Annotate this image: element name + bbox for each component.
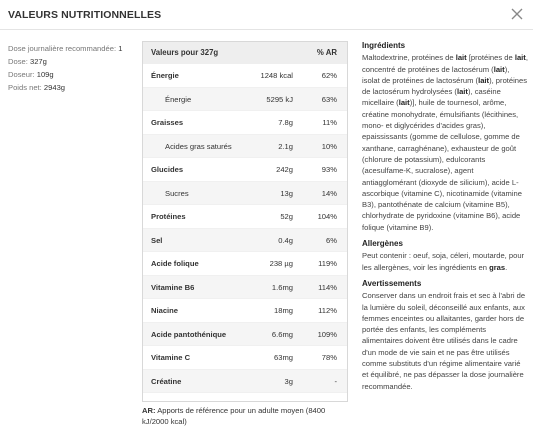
table-row	[143, 205, 347, 229]
table-row	[143, 182, 347, 206]
allergens-section	[362, 238, 528, 273]
nutrient-pct: 93%	[321, 165, 337, 174]
allergen-highlight: lait	[514, 53, 526, 63]
table-row	[143, 158, 347, 182]
text-segment: ), protéines de lactosérum hydrolysées (	[362, 75, 528, 97]
ingredients-section	[362, 40, 528, 233]
nutrient-value: 18mg	[274, 306, 293, 315]
nutrient-value: 63mg	[274, 353, 293, 362]
footnote	[142, 406, 352, 427]
nutrient-value: 2.1g	[278, 141, 293, 151]
product-details	[362, 40, 528, 397]
table-row	[143, 252, 347, 276]
nutrient-name: Vitamine B6	[151, 282, 195, 292]
table-row	[143, 229, 347, 253]
table-row	[143, 299, 347, 323]
nutrient-name: Acide pantothénique	[151, 329, 227, 339]
nutrient-name: Sucres	[165, 188, 189, 198]
daily-dose-label: Dose journalière recommandée:	[8, 44, 117, 53]
table-body	[143, 64, 347, 393]
nutrient-value: 52g	[280, 212, 293, 221]
nutrient-pct: 62%	[321, 71, 337, 80]
nutrient-name: Énergie	[165, 94, 192, 104]
nutrient-name: Acide folique	[151, 259, 199, 268]
allergens-text	[362, 250, 528, 273]
nutrient-pct: 109%	[317, 329, 337, 339]
nutrient-name: Glucides	[151, 165, 184, 174]
nutrient-value: 1248 kcal	[260, 71, 293, 80]
nutrient-value: 3g	[284, 376, 293, 386]
nutrient-value: 242g	[276, 165, 293, 174]
dose-row	[8, 55, 136, 68]
nutrient-pct: 104%	[317, 212, 337, 221]
allergen-highlight: lait	[493, 64, 505, 74]
allergen-highlight: lait	[398, 98, 410, 108]
nutrient-pct: 112%	[318, 306, 337, 315]
close-icon[interactable]	[510, 7, 524, 21]
nutrient-pct: 14%	[321, 188, 337, 198]
allergen-highlight: lait	[455, 53, 467, 63]
nutrient-name: Créatine	[151, 376, 182, 386]
nutrient-value: 6.6mg	[271, 329, 293, 339]
nutrient-value: 7.8g	[278, 118, 293, 127]
nutrient-name: Protéines	[151, 212, 186, 221]
warnings-text: Conserver dans un endroit frais et sec à l'abri de la lumière du soleil, déconseillé aux enfants, aux femmes enceintes ou allaitantes, garder hors de portée des enfants, les compléments alimentaires doivent être utilisés dans le cadre d'un mode de vie sain et ne pas être utilisés comme substituts d'un régime alimentaire varié et équilibré, ne pas dépasser la dose journalière recommandée.	[362, 291, 526, 391]
dose-value: 327g	[29, 57, 47, 66]
footnote-abbr: AR:	[142, 406, 156, 415]
nutrient-pct: 6%	[326, 235, 337, 245]
dose-info	[8, 42, 136, 94]
modal-title: VALEURS NUTRITIONNELLES	[8, 9, 162, 21]
nutrition-table	[142, 41, 348, 402]
header-pct: % AR	[316, 48, 337, 57]
scoop-value: 109g	[36, 70, 54, 79]
nutrient-name: Graisses	[151, 118, 184, 127]
modal-header	[0, 0, 533, 30]
nutrient-pct: 78%	[321, 353, 337, 362]
text-segment: Maltodextrine, protéines de	[362, 53, 456, 63]
footnote-text: Apports de référence pour un adulte moyen (8400 kJ/2000 kcal)	[142, 406, 326, 426]
nutrient-pct: 119%	[318, 259, 337, 268]
ingredients-title: Ingrédients	[362, 41, 406, 50]
nutrient-pct: -	[334, 376, 337, 386]
text-segment: .	[505, 262, 508, 272]
nutrient-pct: 63%	[321, 94, 337, 104]
nutrient-name: Énergie	[151, 71, 179, 80]
allergens-title: Allergènes	[362, 239, 403, 249]
table-row	[143, 370, 347, 394]
nutrient-value: 5295 kJ	[266, 94, 293, 104]
nutrient-pct: 10%	[321, 141, 337, 151]
table-row	[143, 111, 347, 135]
nutrient-value: 238 µg	[269, 259, 293, 268]
text-segment: ), isolat de protéines de lactosérum (	[362, 64, 510, 85]
nutrient-pct: 114%	[318, 282, 337, 292]
text-segment: ), caséine micellaire (	[362, 87, 501, 108]
net-weight-label: Poids net:	[8, 83, 42, 92]
text-segment: [protéines de	[466, 53, 515, 63]
close-button[interactable]	[510, 7, 524, 21]
warnings-title: Avertissements	[362, 278, 422, 288]
table-row	[143, 276, 347, 300]
scoop-row	[8, 68, 136, 81]
nutrient-name: Sel	[151, 235, 163, 245]
nutrient-value: 0.4g	[278, 235, 293, 245]
nutrient-name: Vitamine C	[151, 353, 191, 362]
table-header	[143, 42, 347, 64]
net-weight-row	[8, 81, 136, 94]
scoop-label: Doseur:	[8, 70, 35, 79]
table-row	[143, 135, 347, 159]
text-segment: Peut contenir : oeuf, soja, céleri, moutarde, pour les allergènes, voir les ingrédients en	[362, 251, 525, 272]
table-row	[143, 64, 347, 88]
dose-label: Dose:	[8, 57, 28, 66]
header-name: Valeurs pour 327g	[151, 48, 219, 57]
nutrient-value: 13g	[280, 188, 293, 198]
allergen-highlight: lait	[456, 87, 468, 97]
warnings-section	[362, 278, 528, 392]
daily-dose-row	[8, 42, 136, 55]
nutrient-name: Acides gras saturés	[165, 141, 232, 151]
nutrient-value: 1.6mg	[271, 282, 293, 292]
net-weight-value: 2943g	[43, 83, 66, 92]
daily-dose-value: 1	[118, 44, 123, 53]
text-segment: , concentré de protéines de lactosérum (	[362, 53, 528, 74]
allergen-highlight: lait	[478, 75, 490, 85]
nutrient-name: Niacine	[151, 306, 179, 315]
table-row	[143, 323, 347, 347]
ingredients-text	[362, 52, 528, 233]
text-segment: )], huile de tournesol, arôme, créatine monohydrate, émulsifiants (lécithines, mono- et diglycérides d'acides gras), epaississants (gomme de cellulose, gomme de xanthane, carraghénane), exhausteur de goût (chlorure de potassium), edulcorants (acesulfame-K, sucralose), agent antiagglomérant (dioxyde de silicium), acide L-ascorbique (vitamine C), nicotinamide (vitamine B3), pantothénate de calcium (vitamine B5), chlorhydrate de pyridoxine (vitamine B6), acide folique (vitamine B9).	[362, 98, 522, 232]
table-row	[143, 346, 347, 370]
table-row	[143, 88, 347, 112]
allergen-highlight: gras	[489, 262, 506, 272]
nutrient-pct: 11%	[322, 118, 337, 127]
